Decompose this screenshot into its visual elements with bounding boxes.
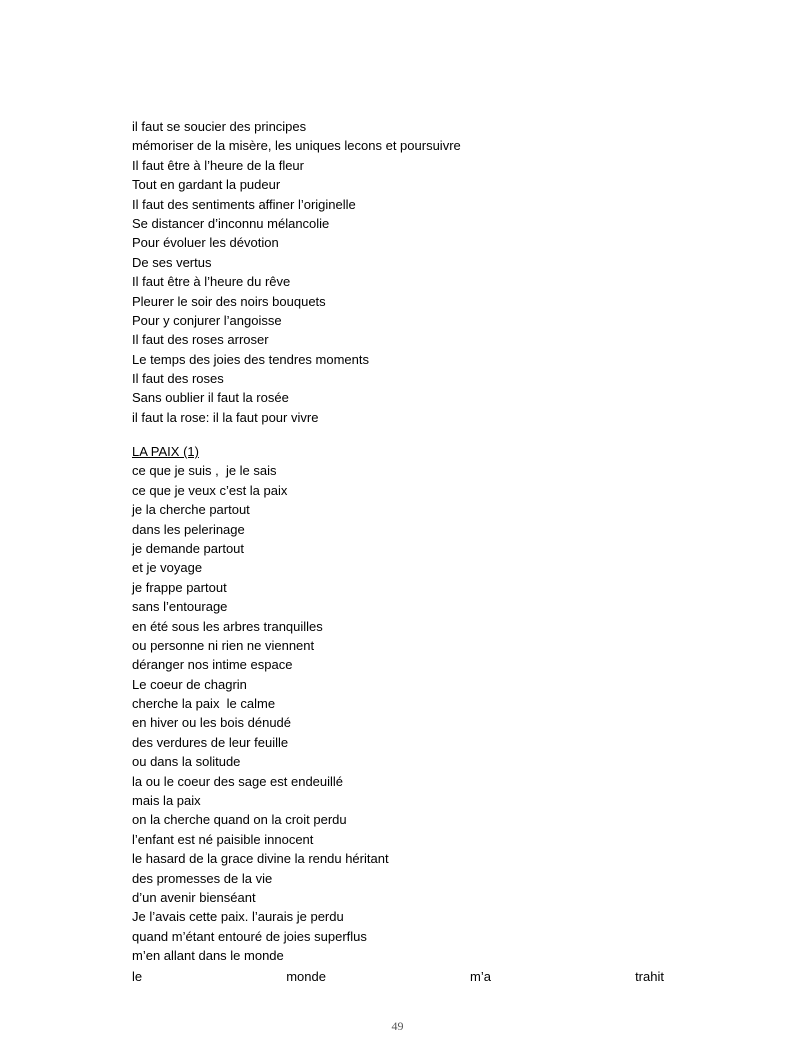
poem-word: m’a xyxy=(470,969,491,984)
poem-word: trahit xyxy=(635,969,664,984)
poem-line: cherche la paix le calme xyxy=(132,696,276,712)
poem-line: sans l’entourage xyxy=(132,599,228,615)
poem-line: des promesses de la vie xyxy=(132,870,273,886)
poem-line: d’un avenir bienséant xyxy=(132,889,256,905)
poem-line: quand m’étant entouré de joies superflus xyxy=(132,928,367,944)
poem-line: ce que je suis , je le sais xyxy=(132,463,277,479)
poem-line: je demande partout xyxy=(132,540,245,556)
poem-line: on la cherche quand on la croit perdu xyxy=(132,812,347,828)
poem-line: Il faut des roses arroser xyxy=(132,332,269,348)
poem-line: Se distancer d’inconnu mélancolie xyxy=(132,215,330,231)
poem-continued xyxy=(132,117,672,427)
poem-line: des verdures de leur feuille xyxy=(132,734,289,750)
poem-line: en été sous les arbres tranquilles xyxy=(132,618,323,634)
poem-line: ou personne ni rien ne viennent xyxy=(132,637,315,653)
poem-line: Sans oublier il faut la rosée xyxy=(132,390,289,406)
poem-line: et je voyage xyxy=(132,560,203,576)
poem-line: mais la paix xyxy=(132,793,201,809)
poem-line: Pour évoluer les dévotion xyxy=(132,235,279,251)
poem-line: Pleurer le soir des noirs bouquets xyxy=(132,293,326,309)
poem-line: en hiver ou les bois dénudé xyxy=(132,715,292,731)
poem-line: je frappe partout xyxy=(132,579,227,595)
poem-line: Le coeur de chagrin xyxy=(132,676,247,692)
poem-line: l’enfant est né paisible innocent xyxy=(132,831,314,847)
poem-line: Il faut des sentiments affiner l’originelle xyxy=(132,196,356,212)
poem-line: il faut se soucier des principes xyxy=(132,119,307,134)
poem-line: la ou le coeur des sage est endeuillé xyxy=(132,773,344,789)
poem-line: ou dans la solitude xyxy=(132,754,241,770)
poem-line: Il faut être à l’heure de la fleur xyxy=(132,157,304,173)
poem-line: Il faut des roses xyxy=(132,371,224,387)
poem-word: le xyxy=(132,969,143,984)
poem-line: Il faut être à l’heure du rêve xyxy=(132,274,291,290)
poem-line: dans les pelerinage xyxy=(132,521,245,537)
poem-line: il faut la rose: il la faut pour vivre xyxy=(132,409,319,425)
poem-line: mémoriser de la misère, les uniques lecons et poursuivre xyxy=(132,138,461,154)
poem-line: je la cherche partout xyxy=(132,502,250,518)
poem-line: Tout en gardant la pudeur xyxy=(132,177,281,193)
poem-line: Je l’avais cette paix. l’aurais je perdu xyxy=(132,909,344,925)
page-number: 49 xyxy=(391,1019,404,1033)
poem-line: Pour y conjurer l’angoisse xyxy=(132,312,282,328)
poem-line: ce que je veux c’est la paix xyxy=(132,482,288,498)
poem-line: De ses vertus xyxy=(132,254,212,270)
poem-la-paix xyxy=(132,442,672,966)
poem-justified-last-line xyxy=(132,967,664,986)
poem-line: déranger nos intime espace xyxy=(132,657,293,673)
poem-line: le hasard de la grace divine la rendu héritant xyxy=(132,851,389,867)
poem-line: m’en allant dans le monde xyxy=(132,948,284,964)
poem-line: Le temps des joies des tendres moments xyxy=(132,351,370,367)
poem-word: monde xyxy=(286,969,326,984)
poem-title: LA PAIX (1) xyxy=(132,444,199,459)
